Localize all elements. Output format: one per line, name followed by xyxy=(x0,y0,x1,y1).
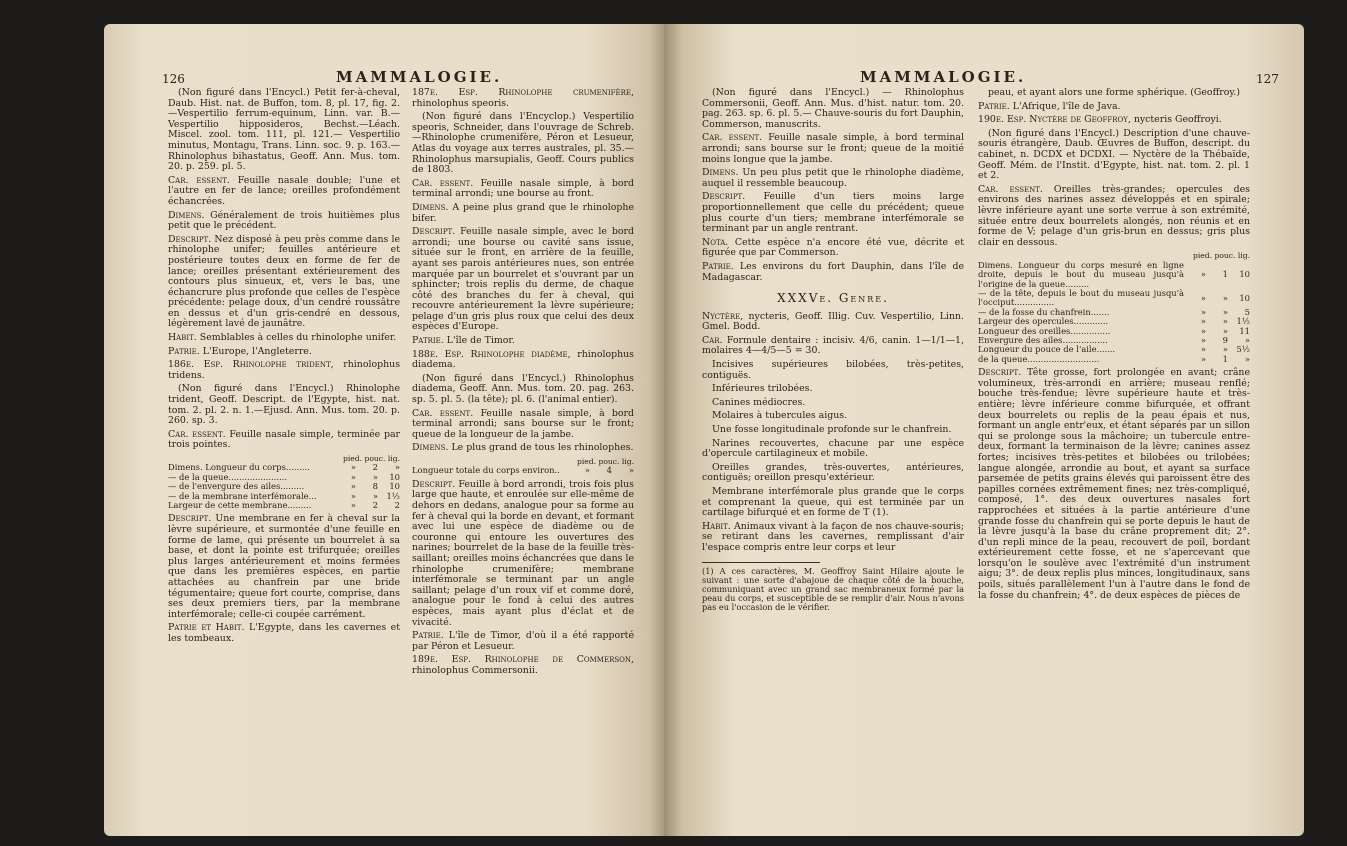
paragraph-text: rhinolophus Commersonii. xyxy=(412,664,538,676)
paragraph-text: nycteris Geoffroyi. xyxy=(1133,114,1222,126)
paragraph-text: rhinolophus diadema. xyxy=(412,348,634,371)
paragraph xyxy=(168,333,400,344)
right-column-2 xyxy=(978,88,1250,604)
paragraph-head: Descript. xyxy=(978,367,1022,379)
paragraph-text: Oreilles grandes, très-ouvertes, antérieures, contiguës; oreillon presqu'extérieur. xyxy=(702,461,964,484)
paragraph-text: Tête grosse, fort prolongée en avant; crâne volumineux, très-arrondi en arrière; museau renflé; bouche très-fendue; lèvre supérieure haute et très-entière; lèvre inférieure comme bifurquée, et offrant deux bourrelets ou replis de la peau épais et nus, formant un angle entr'eux, et étant séparés par un sillon qui se prolonge sous la mâchoire; un tubercule entre-deux, formant la terminaison de la lèvre; canines assez fortes; incisives très-petites et bilobées ou trilobées; langue alongée, arrondie au bout, et ayant sa surface parsemée de petits grains élevés qui paroissent être des papilles cornées extrêmement fines; nez très-compliqué, composé, 1°. des deux ouvertures nasales fort rapprochées et situées à la partie antérieure d'une grande fosse du chanfrein qui se porte depuis le haut de la lèvre jusqu'à la base du crâne proprement dit; 2°. d'un repli mince de la peau, recouvert de poil, bordant extérieurement cette fosse, et ne s'apercevant que lorsqu'on le soulève avec l'extrémité d'un instrument aigu; 3°. de deux replis plus minces, longitudinaux, sans poils, situés parallèlement l'un à l'autre dans le fond de la fosse du chanfrein; 4°. de deux espèces de pièces de xyxy=(978,367,1250,601)
paragraph xyxy=(978,368,1250,601)
paragraph-text: Canines médiocres. xyxy=(712,396,806,408)
paragraph xyxy=(702,262,964,283)
dimension-value: 2 xyxy=(372,500,378,511)
paragraph xyxy=(168,623,400,644)
paragraph xyxy=(412,443,634,454)
left-page xyxy=(104,24,664,836)
genre-heading: XXXVe. Genre. xyxy=(777,291,889,306)
paragraph xyxy=(412,112,634,176)
paragraph-head: Descript. xyxy=(168,233,212,245)
paragraph xyxy=(702,398,964,409)
dimension-value: » xyxy=(350,462,356,473)
paragraph xyxy=(412,350,634,371)
dimension-label: Longueur totale du corps environ.. xyxy=(412,465,560,476)
paragraph-head: Habit. xyxy=(168,332,197,344)
dimension-label: Largeur de cette membrane......... xyxy=(168,500,312,511)
page-number: 127 xyxy=(1256,72,1279,86)
dimension-value: 2 xyxy=(394,500,400,511)
dimension-label: de la queue........................... xyxy=(978,353,1100,364)
paragraph-text: Formule dentaire : incisiv. 4/6, canin. 1—1/1—1, molaires 4—4/5—5 = 30. xyxy=(702,334,964,357)
paragraph-head: Patrie. xyxy=(702,260,734,272)
dimension-value: » xyxy=(1200,306,1206,317)
dimension-value: 10 xyxy=(389,481,400,492)
paragraph xyxy=(168,88,400,173)
paragraph xyxy=(168,360,400,381)
paragraph xyxy=(412,480,634,628)
dimension-value: » xyxy=(372,490,378,501)
paragraph xyxy=(702,168,964,189)
dimension-row xyxy=(168,501,400,510)
paragraph-head: 187e. Esp. Rhinolophe crumenifère, xyxy=(412,87,634,98)
paragraph xyxy=(412,227,634,333)
dimension-label: Envergure des ailes................. xyxy=(978,334,1108,345)
paragraph-head: Nyctère, xyxy=(702,310,744,322)
dimension-value: 9 xyxy=(1222,334,1228,345)
col1-tail xyxy=(168,514,400,644)
dimension-value: » xyxy=(584,465,590,476)
dimension-value: » xyxy=(1222,325,1228,336)
paragraph xyxy=(702,133,964,165)
paragraph-text: Feuille à bord arrondi, trois fois plus large que haute, et enroulée sur elle-même de dehors en dedans, analogue pour sa forme au fer à cheval qui la borde en devant, et formant avec lui une espèce de diadème ou de couronne qui entoure les ouvertures des narines; bourrelet de la base de la feuille très-saillant; oreilles moins échancrées que dans le rhinolophe crumenifère; membrane interfémorale se terminant par un angle saillant; pelage d'un roux vif et comme doré, analogue pour le fond à celui des autres espèces, mais ayant plus d'éclat et de vivacité. xyxy=(412,478,634,628)
dimension-value: 8 xyxy=(372,481,378,492)
paragraph-text: Une fosse longitudinale profonde sur le chanfrein. xyxy=(712,424,952,436)
paragraph xyxy=(702,88,964,130)
running-head: MAMMALOGIE. xyxy=(860,68,1027,86)
paragraph-head: Car. essent. xyxy=(168,174,230,186)
dimension-row xyxy=(978,355,1250,364)
dimension-value: » xyxy=(372,471,378,482)
dimension-label: — de la fosse du chanfrein....... xyxy=(978,306,1110,317)
dimension-value: 1 xyxy=(1222,269,1228,280)
dimension-label: Dimens. Longueur du corps......... xyxy=(168,462,310,473)
paragraph xyxy=(412,655,634,676)
paragraph xyxy=(702,384,964,395)
dimension-value: » xyxy=(1244,334,1250,345)
paragraph xyxy=(168,235,400,330)
paragraph-head: Dimens. xyxy=(168,209,205,221)
dimension-value: » xyxy=(628,465,634,476)
dimension-value: 11 xyxy=(1239,325,1250,336)
paragraph-text: Feuille nasale simple, avec le bord arrondi; une bourse ou cavité sans issue, située sur le front, en arrière de la feuille, ayant ses parois antérieures nues, son entrée marquée par un bourrelet et s'ouvrant par un sphincter; trois replis du derme, de chaque côté des branches du fer à cheval, qui recouvre antérieurement la lèvre supérieure; pelage d'un gris plus roux que celui des deux espèces d'Europe. xyxy=(412,226,634,333)
paragraph-head: Dimens. xyxy=(412,201,449,213)
dimension-value: » xyxy=(1222,316,1228,327)
dimension-label: — de la membrane interfémorale... xyxy=(168,490,317,501)
dimension-value: » xyxy=(1222,344,1228,355)
paragraph xyxy=(978,115,1250,126)
paragraph xyxy=(702,360,964,381)
paragraph xyxy=(702,487,964,519)
dimension-value: » xyxy=(350,471,356,482)
dimension-value: 1 xyxy=(1222,353,1228,364)
paragraph-head: Patrie. xyxy=(412,335,444,347)
col1b-paragraphs xyxy=(702,312,964,554)
paragraph-text: Cette espèce n'a encore été vue, décrite et figurée que par Commerson. xyxy=(702,236,964,259)
paragraph-head: Descript. xyxy=(702,191,746,203)
dimension-value: » xyxy=(1222,306,1228,317)
paragraph-head: Habit. xyxy=(702,520,731,532)
dimensions-table xyxy=(978,251,1250,364)
paragraph-text: Feuille d'un tiers moins large proportionnellement que celle du précédent; queue plus courte d'un tiers; membrane interfémorale se terminant par un angle rentrant. xyxy=(702,191,964,235)
book-spread xyxy=(104,24,1304,836)
paragraph-head: 190e. Esp. Nyctère de Geoffroy, xyxy=(978,114,1131,126)
col2-tail xyxy=(412,480,634,677)
paragraph-text: Narines recouvertes, chacune par une espèce d'opercule cartilagineux et mobile. xyxy=(702,437,964,460)
dimension-value: » xyxy=(1200,334,1206,345)
paragraph-text: Une membrane en fer à cheval sur la lèvre supérieure, et surmontée d'une feuille en forme de lame, qui présente un bourrelet à sa base, et dont la pointe est trifurquée; oreilles plus larges antérieurement et moins fermées que dans les premières espèces, en partie attachées au chanfrein par une bride tégumentaire; queue fort courte, comprise, dans ses deux premiers tiers, par la membrane interfémorale; celle-ci coupée carrément. xyxy=(168,513,400,620)
dimension-label: Longueur des oreilles............... xyxy=(978,325,1111,336)
paragraph xyxy=(168,430,400,451)
col2-paragraphs xyxy=(412,88,634,454)
dimension-value: » xyxy=(1200,344,1206,355)
paragraph xyxy=(702,463,964,484)
paragraph xyxy=(412,409,634,441)
paragraph-text: L'Afrique, l'île de Java. xyxy=(1012,100,1121,112)
paragraph-text: Membrane interfémorale plus grande que le corps et comprenant la queue, qui est terminée par un cartilage bifurqué et en forme de T (1). xyxy=(702,486,964,519)
dimension-value: » xyxy=(350,481,356,492)
paragraph xyxy=(702,192,964,234)
paragraph-text: (Non figuré dans l'Encycl.) Description d'une chauve-souris étrangère, Daub. Œuvres de Buffon, descript. du cabinet, n. DCDX et DCDXI. — Nyctère de la Thébaïde, Geoff. Mém. de l'Instit. d'Egypte, hist. nat. tom. 2. pl. 1 et 2. xyxy=(978,127,1250,182)
paragraph-text: (Non figuré dans l'Encycl.) Rhinolophe trident, Geoff. Descript. de l'Egypte, hist. nat. tom. 2. pl. 2. n. 1.—Ejusd. Ann. Mus. tom. 20. p. 260. sp. 3. xyxy=(168,383,400,427)
paragraph-text: (Non figuré dans l'Encycl.) — Rhinolophus Commersonii, Geoff. Ann. Mus. d'hist. natur. tom. 20. pag. 263. sp. 6. pl. 5.— Chauve-souris du fort Dauphin, Commerson, manuscrits. xyxy=(702,87,964,130)
paragraph xyxy=(412,374,634,406)
col2-paragraphs xyxy=(978,88,1250,248)
col1-paragraphs xyxy=(702,88,964,283)
paragraph-text: Feuille nasale simple, à bord terminal arrondi; sans bourse sur le front; queue de la longueur de la jambe. xyxy=(412,407,635,440)
col2-tail xyxy=(978,368,1250,601)
dimension-value: 10 xyxy=(1239,269,1250,280)
paragraph-text: Semblables à celles du rhinolophe unifer. xyxy=(199,332,397,344)
paragraph-text: L'île de Timor, d'où il a été rapporté par Péron et Lesueur. xyxy=(412,630,634,652)
units-header: pied. pouc. lig. xyxy=(342,454,400,463)
dimension-value: 5½ xyxy=(1236,344,1250,355)
units-header: pied. pouc. lig. xyxy=(1192,251,1250,261)
dimension-label: Largeur des opercules............. xyxy=(978,316,1109,327)
paragraph-text: Feuille nasale simple, terminée par trois pointes. xyxy=(168,428,401,451)
paragraph-text: L'Europe, l'Angleterre. xyxy=(202,345,312,357)
paragraph-text: Feuille nasale double; l'une et l'autre en fer de lance; oreilles profondément échancrées. xyxy=(168,174,401,207)
dimension-value: » xyxy=(1200,325,1206,336)
paragraph xyxy=(168,211,400,232)
paragraph xyxy=(702,439,964,460)
dimension-label: — de la tête, depuis le bout du museau jusqu'à l'occiput............... xyxy=(978,287,1184,308)
dimension-row xyxy=(412,466,634,475)
paragraph xyxy=(978,88,1250,99)
dimension-value: 10 xyxy=(1239,292,1250,303)
paragraph-head: Car. xyxy=(702,334,723,346)
dimensions-table xyxy=(168,454,400,510)
dimension-value: » xyxy=(1200,292,1206,303)
paragraph-text: (Non figuré dans l'Encycl.) Petit fer-à-cheval, Daub. Hist. nat. de Buffon, tom. 8, pl. 17, fig. 2. —Vespertilio ferrum-equinum, Linn. var. B.—Vespertilio hipposideros, Bechst.—Léach. Miscel. zool. tom. 111, pl. 121.— Vespertilio minutus, Montagu, Trans. Linn. soc. 9. p. 163.—Rhinolophus bihastatus, Geoff. Ann. Mus. tom. 20. p. 259. pl. 5. xyxy=(168,87,400,173)
dimension-value: » xyxy=(1222,292,1228,303)
paragraph-head: Car. essent. xyxy=(702,132,763,144)
paragraph-text: (Non figuré dans l'Encyclop.) Vespertilio speoris, Schneider, dans l'ouvrage de Schreb.—Rhinolophe crumenifère, Péron et Lesueur, Atlas du voyage aux terres australes, pl. 35.—Rhinolophus marsupialis, Geoff. Cours publics de 1803. xyxy=(412,111,634,176)
paragraph xyxy=(412,88,634,109)
paragraph-text: Inférieures trilobées. xyxy=(712,383,813,395)
paragraph-head: 188e. Esp. Rhinolophe diadème, xyxy=(412,348,571,360)
paragraph-text: rhinolophus tridens. xyxy=(168,359,401,381)
paragraph xyxy=(168,176,400,208)
paragraph-text: Un peu plus petit que le rhinolophe diadème, auquel il ressemble beaucoup. xyxy=(702,167,965,189)
dimension-row xyxy=(978,261,1250,289)
dimension-value: » xyxy=(1200,269,1206,280)
paragraph-head: Car. essent. xyxy=(978,183,1043,195)
paragraph xyxy=(702,312,964,333)
paragraph-head: Descript. xyxy=(412,226,456,238)
paragraph-head: Car. essent. xyxy=(168,428,226,440)
paragraph xyxy=(978,102,1250,113)
paragraph xyxy=(702,411,964,422)
paragraph-text: Feuille nasale simple, à bord terminal arrondi; une bourse au front. xyxy=(412,177,635,200)
dimension-value: 4 xyxy=(606,465,612,476)
paragraph-head: 186e. Esp. Rhinolophe trident, xyxy=(168,359,334,371)
paragraph xyxy=(702,238,964,259)
paragraph-text: Feuille nasale simple, à bord terminal arrondi; sans bourse sur le front; queue de la moitié moins longue que la jambe. xyxy=(702,132,965,165)
paragraph xyxy=(168,514,400,620)
paragraph-head: 189e. Esp. Rhinolophe de Commerson, xyxy=(412,654,634,666)
paragraph-head: Descript. xyxy=(412,478,456,490)
paragraph-text: Le plus grand de tous les rhinolophes. xyxy=(451,442,634,454)
paragraph xyxy=(412,179,634,200)
dimension-label: — de la queue...................... xyxy=(168,471,287,482)
dimension-value: » xyxy=(1244,353,1250,364)
paragraph-text: Animaux vivant à la façon de nos chauve-souris; se retirant dans les cavernes, remplissant d'air l'espace compris entre leur corps et leur xyxy=(702,520,965,553)
paragraph-text: Molaires à tubercules aigus. xyxy=(712,410,848,422)
dimension-value: 1½ xyxy=(386,490,400,501)
paragraph-text: rhinolophus speoris. xyxy=(412,97,509,109)
left-column-2 xyxy=(412,88,634,680)
dimension-value: 5 xyxy=(1244,306,1250,317)
paragraph-head: Car. essent. xyxy=(412,177,474,189)
paragraph-text: A peine plus grand que le rhinolophe bifer. xyxy=(412,201,634,224)
paragraph xyxy=(412,336,634,347)
paragraph xyxy=(978,129,1250,182)
paragraph-text: (Non figuré dans l'Encycl.) Rhinolophus diadema, Geoff. Ann. Mus. tom. 20. pag. 263. sp. 5. pl. 5. (la tête); pl. 6. (l'animal entier). xyxy=(412,372,634,406)
right-page xyxy=(664,24,1304,836)
paragraph-head: Car. essent. xyxy=(412,407,474,419)
paragraph-text: nycteris, Geoff. Illig. Cuv. Vespertilio, Linn. Gmel. Bodd. xyxy=(702,310,965,333)
dimension-label: Longueur du pouce de l'aile....... xyxy=(978,344,1116,355)
paragraph-text: L'Egypte, dans les cavernes et les tombeaux. xyxy=(168,622,400,644)
left-column-1 xyxy=(168,88,400,648)
dimension-label: — de l'envergure des ailes......... xyxy=(168,481,305,492)
paragraph xyxy=(702,336,964,357)
right-column-1 xyxy=(702,88,964,613)
paragraph-text: Oreilles très-grandes; opercules des environs des narines assez développés et en spirale; lèvre inférieure ayant une sorte verrue à son extrémité, située entre deux bourrelets alongés, non réunis et en forme de V; pelage d'un gris-brun en dessus; gris plus clair en dessous. xyxy=(978,183,1250,248)
paragraph-text: Les environs du fort Dauphin, dans l'île de Madagascar. xyxy=(702,260,964,283)
footnote: (1) A ces caractères, M. Geoffroy Saint Hilaire ajoute le suivant : une sorte d'abajoue de chaque côté de la bouche, communiquant avec un grand sac membraneux formé par la peau du corps, et susceptible de se remplir d'air. Nous n'avons pas eu l'occasion de le vérifier. xyxy=(702,565,964,613)
paragraph xyxy=(412,203,634,224)
paragraph-head: Dimens. xyxy=(702,167,739,179)
paragraph-head: Patrie. xyxy=(412,630,444,642)
page-number: 126 xyxy=(162,72,185,86)
dimension-value: » xyxy=(350,500,356,511)
paragraph xyxy=(168,347,400,358)
paragraph-text: Incisives supérieures bilobées, très-petites, contiguës. xyxy=(702,359,964,381)
paragraph-head: Dimens. xyxy=(412,442,449,454)
paragraph-head: Patrie et Habit. xyxy=(168,622,245,634)
dimension-value: » xyxy=(1200,353,1206,364)
paragraph-head: Descript. xyxy=(168,513,212,525)
dimension-row xyxy=(978,289,1250,308)
paragraph-text: L'île de Timor. xyxy=(446,335,515,347)
dimension-value: 10 xyxy=(389,471,400,482)
dimension-value: 2 xyxy=(372,462,378,473)
dimension-value: 1½ xyxy=(1236,316,1250,327)
footnote-rule xyxy=(702,562,820,563)
paragraph xyxy=(702,522,964,554)
paragraph-head: Nota. xyxy=(702,236,729,248)
dimensions-table xyxy=(412,457,634,476)
paragraph-text: peau, et ayant alors une forme sphérique. (Geoffroy.) xyxy=(988,87,1241,98)
paragraph-text: Nez disposé à peu près comme dans le rhinolophe unifer; feuilles antérieure et postérieure toutes deux en forme de fer de lance; oreilles présentant extérieurement des contours plus sinueux, et, vers le bas, une échancrure plus profonde que celles de l'espèce précédente: pelage doux, d'un cendré roussâtre en dessus et d'un gris-cendré en dessous, légèrement lavé de jaunâtre. xyxy=(168,233,401,330)
paragraph-text: Généralement de trois huitièmes plus petit que le précédent. xyxy=(168,209,400,232)
dimension-label: Dimens. Longueur du corps mesuré en ligne droite, depuis le bout du museau jusqu'à l'origine de la queue......... xyxy=(978,259,1184,289)
paragraph xyxy=(168,384,400,426)
dimension-value: » xyxy=(350,490,356,501)
paragraph xyxy=(412,631,634,652)
dimension-value: » xyxy=(1200,316,1206,327)
paragraph-head: Patrie. xyxy=(978,100,1010,112)
dimension-value: » xyxy=(394,462,400,473)
col1-paragraphs xyxy=(168,88,400,451)
units-header: pied. pouc. lig. xyxy=(576,457,634,466)
paragraph-head: Patrie. xyxy=(168,345,200,357)
running-head: MAMMALOGIE. xyxy=(336,68,503,86)
paragraph xyxy=(978,185,1250,249)
paragraph xyxy=(702,425,964,436)
